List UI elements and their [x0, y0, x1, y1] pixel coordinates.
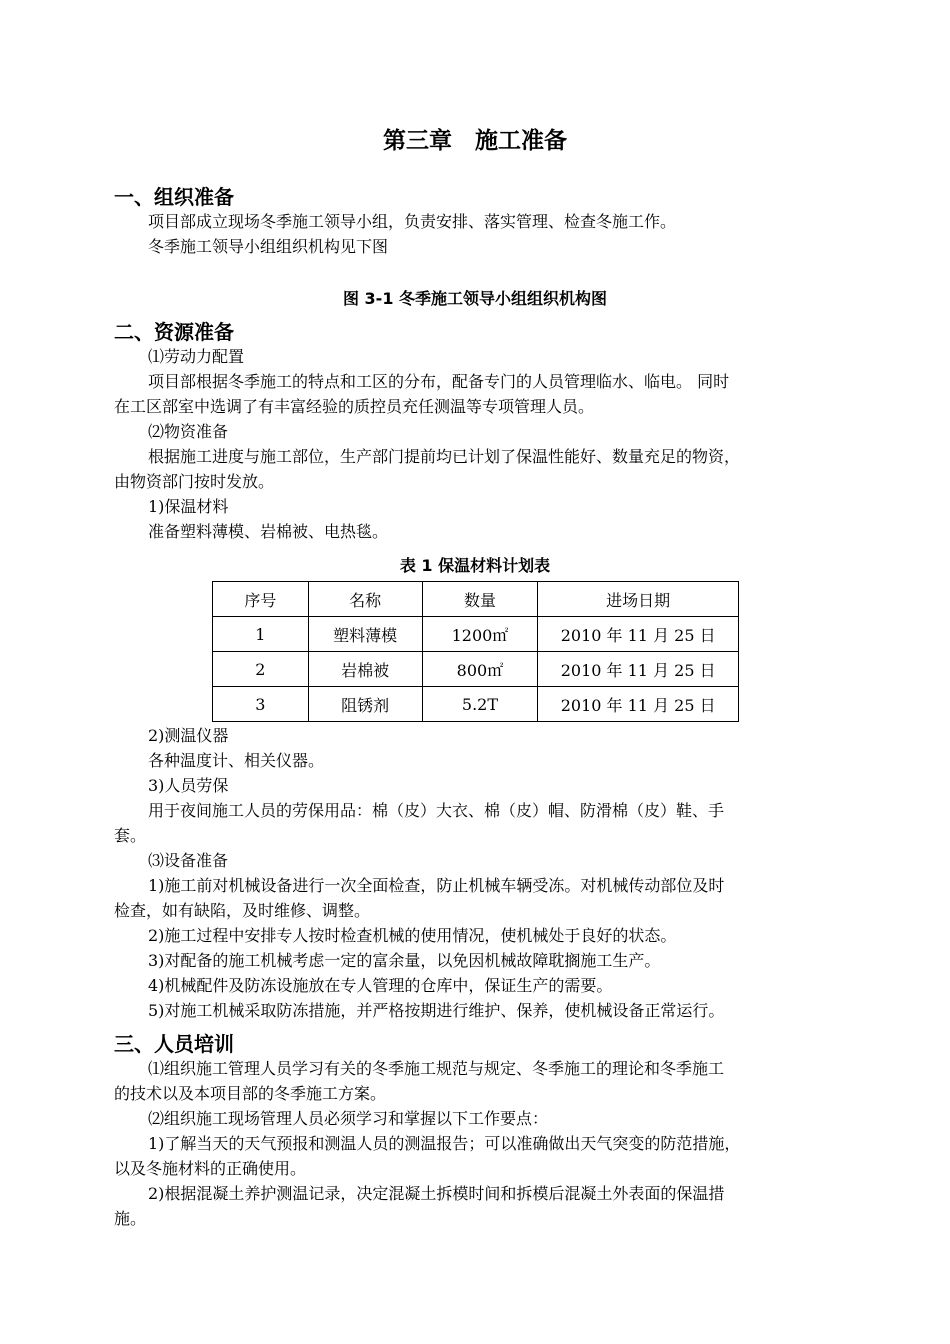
paragraph: 根据施工进度与施工部位，生产部门提前均已计划了保温性能好、数量充足的物资， — [148, 447, 741, 466]
paragraph: ⑵组织施工现场管理人员必须学习和掌握以下工作要点： — [148, 1109, 549, 1128]
header-cell: 序号 — [213, 582, 309, 617]
paragraph: 由物资部门按时发放。 — [114, 472, 275, 491]
paragraph: 以及冬施材料的正确使用。 — [114, 1159, 307, 1178]
table-cell: 1200㎡ — [422, 617, 538, 652]
header-cell: 名称 — [308, 582, 422, 617]
table-cell: 3 — [213, 687, 309, 722]
paragraph: 2)根据混凝土养护测温记录，决定混凝土拆模时间和拆模后混凝土外表面的保温措 — [148, 1184, 725, 1203]
paragraph: 4)机械配件及防冻设施放在专人管理的仓库中，保证生产的需要。 — [148, 976, 613, 995]
paragraph: 各种温度计、相关仪器。 — [148, 751, 325, 770]
materials-table — [212, 581, 739, 722]
table-header-row — [213, 582, 739, 617]
paragraph: 准备塑料薄模、岩棉被、电热毯。 — [148, 522, 389, 541]
table-cell: 岩棉被 — [308, 652, 422, 687]
subheading: ⑶设备准备 — [148, 851, 229, 870]
table-cell: 2010 年 11 月 25 日 — [538, 687, 739, 722]
paragraph: 3)对配备的施工机械考虑一定的富余量，以免因机械故障耽搁施工生产。 — [148, 951, 661, 970]
table-cell: 阻锈剂 — [308, 687, 422, 722]
table-row — [213, 652, 739, 687]
section-heading-resources: 二、资源准备 — [114, 320, 234, 344]
figure-caption: 图 3-1 冬季施工领导小组组织机构图 — [342, 289, 608, 308]
paragraph: 套。 — [114, 826, 147, 845]
table-cell: 2010 年 11 月 25 日 — [538, 652, 739, 687]
table-cell: 2010 年 11 月 25 日 — [538, 617, 739, 652]
subheading: ⑵物资准备 — [148, 422, 229, 441]
paragraph: 1)施工前对机械设备进行一次全面检查，防止机械车辆受冻。对机械传动部位及时 — [148, 876, 725, 895]
table-caption: 表 1 保温材料计划表 — [399, 556, 551, 575]
subheading: 1)保温材料 — [148, 497, 229, 516]
table-cell: 1 — [213, 617, 309, 652]
paragraph: 2)施工过程中安排专人按时检查机械的使用情况，使机械处于良好的状态。 — [148, 926, 677, 945]
paragraph: 检查，如有缺陷，及时维修、调整。 — [114, 901, 371, 920]
chapter-title: 第三章 施工准备 — [383, 128, 567, 154]
paragraph: 用于夜间施工人员的劳保用品：棉（皮）大衣、棉（皮）帽、防滑棉（皮）鞋、手 — [148, 801, 725, 820]
paragraph: 项目部成立现场冬季施工领导小组，负责安排、落实管理、检查冬施工作。 — [148, 212, 677, 231]
paragraph: 项目部根据冬季施工的特点和工区的分布，配备专门的人员管理临水、临电。 同时 — [148, 372, 730, 391]
paragraph: ⑴组织施工管理人员学习有关的冬季施工规范与规定、冬季施工的理论和冬季施工 — [148, 1059, 725, 1078]
paragraph: 5)对施工机械采取防冻措施，并严格按期进行维护、保养，使机械设备正常运行。 — [148, 1001, 725, 1020]
subheading: ⑴劳动力配置 — [148, 347, 245, 366]
table-row — [213, 687, 739, 722]
paragraph: 的技术以及本项目部的冬季施工方案。 — [114, 1084, 387, 1103]
subheading: 2)测温仪器 — [148, 726, 229, 745]
paragraph: 在工区部室中选调了有丰富经验的质控员充任测温等专项管理人员。 — [114, 397, 595, 416]
paragraph: 施。 — [114, 1209, 147, 1228]
header-cell: 进场日期 — [538, 582, 739, 617]
table-cell: 塑料薄模 — [308, 617, 422, 652]
table-cell: 800㎡ — [422, 652, 538, 687]
subheading: 3)人员劳保 — [148, 776, 229, 795]
section-heading-organization: 一、组织准备 — [114, 185, 234, 209]
paragraph: 1)了解当天的天气预报和测温人员的测温报告；可以准确做出天气突变的防范措施， — [148, 1134, 741, 1153]
table-cell: 2 — [213, 652, 309, 687]
table-cell: 5.2T — [422, 687, 538, 722]
paragraph: 冬季施工领导小组组织机构见下图 — [148, 237, 389, 256]
section-heading-training: 三、人员培训 — [114, 1032, 234, 1056]
header-cell: 数量 — [422, 582, 538, 617]
table-row — [213, 617, 739, 652]
